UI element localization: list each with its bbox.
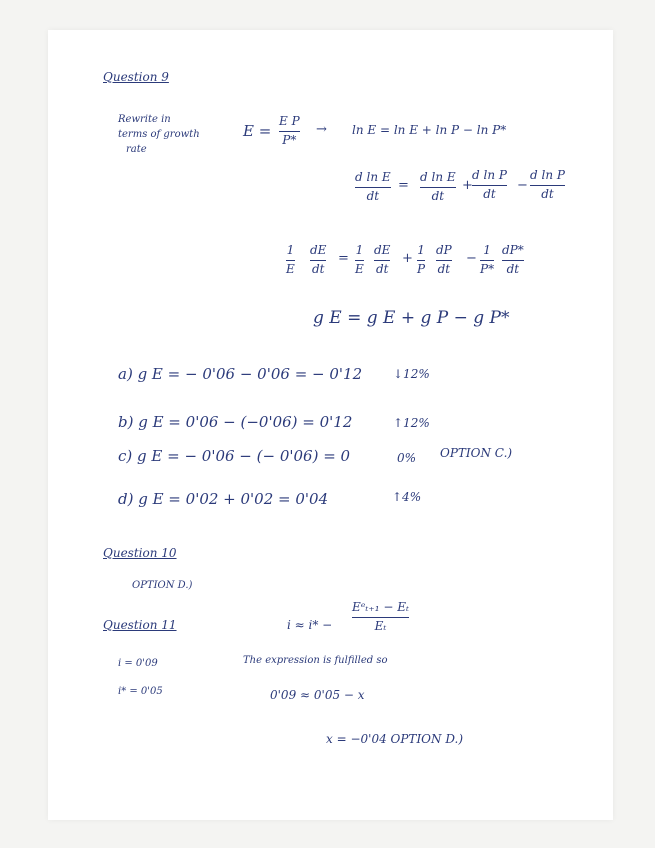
eq3-plus: +: [402, 251, 413, 266]
eq1-rhs: ln E = ln E + ln P − ln P*: [352, 123, 507, 137]
eq3-equals: =: [338, 251, 349, 266]
eq1-fraction: [279, 114, 300, 148]
answer-c-result: 0%: [397, 451, 417, 465]
eq2-term-2: d ln E dt: [420, 170, 456, 203]
calc-line: 0'09 ≈ 0'05 − x: [270, 688, 365, 702]
answer-b: b) g E = 0'06 − (−0'06) = 0'12: [118, 413, 353, 431]
answer-d-result: ↑4%: [392, 490, 422, 504]
istar-value: i* = 0'05: [118, 686, 163, 697]
answer-a: a) g E = − 0'06 − 0'06 = − 0'12: [118, 365, 363, 383]
eq3-b3: dP dt: [436, 243, 452, 276]
eq2-equals: =: [398, 178, 409, 193]
eq3-a2: 1 E: [355, 243, 364, 276]
formula-lhs: i ≈ i* −: [287, 618, 333, 632]
eq3-b4: dP* dt: [502, 243, 524, 276]
note-line-1: Rewrite in: [118, 114, 171, 125]
eq2-term-1: d ln E dt: [355, 170, 391, 203]
formula-numerator: Eᵉₜ₊₁ − Eₜ: [352, 600, 409, 614]
explanation-text: The expression is fulfilled so: [243, 655, 388, 666]
formula-fraction: [352, 600, 409, 634]
eq3-b2: dE dt: [374, 243, 391, 276]
note-line-2: terms of growth: [118, 129, 200, 140]
answer-c: c) g E = − 0'06 − (− 0'06) = 0: [118, 447, 351, 465]
eq3-a1: 1 E: [286, 243, 295, 276]
eq4-growth: g E = g E + g P − g P*: [313, 308, 510, 328]
eq1-lhs: E =: [243, 122, 272, 140]
answer-a-result: ↓12%: [393, 367, 430, 381]
note-line-3: rate: [126, 144, 147, 155]
answer-d: d) g E = 0'02 + 0'02 = 0'04: [118, 490, 329, 508]
eq2-term-4: d ln P dt: [530, 168, 565, 201]
eq1-denominator: P*: [282, 132, 297, 147]
eq2-plus: +: [462, 178, 473, 193]
question-11-title: Question 11: [103, 618, 177, 632]
question-9-title: Question 9: [103, 70, 169, 84]
eq2-term-3: d ln P dt: [472, 168, 507, 201]
eq3-minus: −: [466, 251, 477, 266]
answer-b-result: ↑12%: [393, 416, 430, 430]
eq2-minus: −: [517, 178, 528, 193]
eq3-b1: dE dt: [310, 243, 327, 276]
eq1-arrow: →: [316, 122, 327, 137]
i-value: i = 0'09: [118, 658, 158, 669]
final-answer: x = −0'04 OPTION D.): [326, 732, 464, 746]
eq3-a4: 1 P*: [480, 243, 495, 276]
formula-denominator: Eₜ: [374, 618, 387, 633]
answer-c-option: OPTION C.): [440, 446, 513, 460]
question-10-title: Question 10: [103, 546, 177, 560]
question-10-answer: OPTION D.): [132, 580, 193, 591]
eq1-numerator: E P: [279, 114, 300, 128]
eq3-a3: 1 P: [417, 243, 426, 276]
